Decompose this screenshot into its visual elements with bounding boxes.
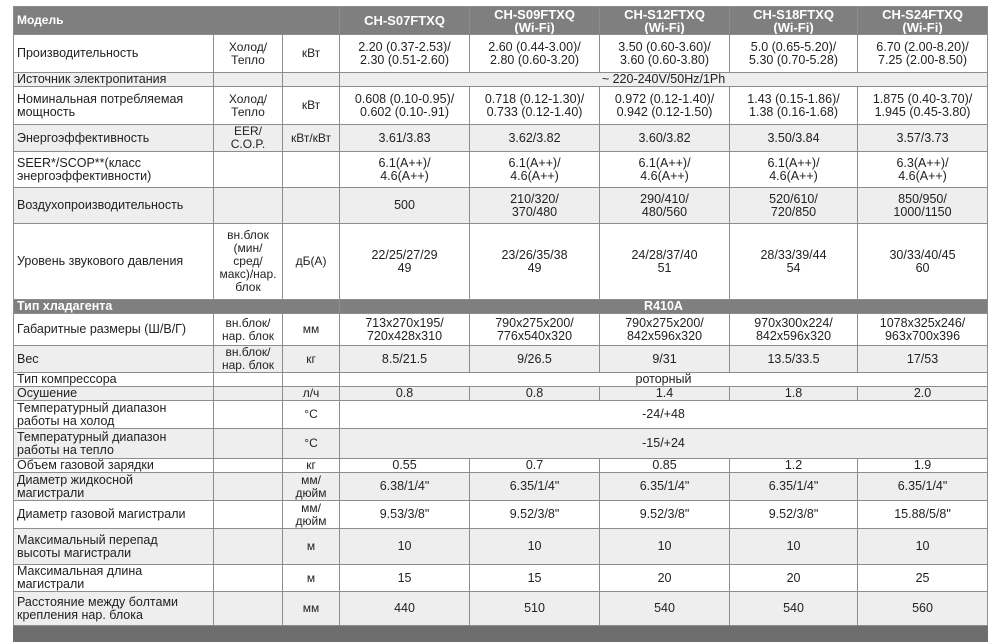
value-cell: 15 — [340, 565, 470, 592]
value-cell: 6.1(A++)/ 4.6(A++) — [340, 152, 470, 188]
row-sublabel: вн.блок/ нар. блок — [214, 314, 283, 346]
value-cell: 1.4 — [600, 387, 730, 401]
table-row — [14, 188, 988, 224]
row-sublabel — [214, 401, 283, 429]
value-cell: 10 — [600, 529, 730, 565]
row-unit: кг — [283, 346, 340, 373]
row-sublabel: вн.блок (мин/ сред/ макс)/нар. блок — [214, 224, 283, 300]
value-cell: 6.1(A++)/ 4.6(A++) — [600, 152, 730, 188]
value-cell: 3.62/3.82 — [470, 125, 600, 152]
row-sublabel — [214, 373, 283, 387]
table-row — [14, 314, 988, 346]
value-cell: 10 — [858, 529, 988, 565]
value-cell: 9/31 — [600, 346, 730, 373]
value-cell: 0.972 (0.12-1.40)/ 0.942 (0.12-1.50) — [600, 87, 730, 125]
row-unit: мм/ дюйм — [283, 473, 340, 501]
table-row — [14, 387, 988, 401]
row-unit — [283, 152, 340, 188]
row-unit — [283, 373, 340, 387]
value-cell: 440 — [340, 592, 470, 626]
row-unit: кВт — [283, 87, 340, 125]
value-cell: 20 — [600, 565, 730, 592]
row-sublabel — [214, 429, 283, 459]
row-sublabel — [214, 459, 283, 473]
row-label: Тип хладагента — [14, 300, 340, 314]
model-name-1: CH-S07FTXQ — [340, 7, 470, 35]
row-unit: л/ч — [283, 387, 340, 401]
merged-value: ~ 220-240V/50Hz/1Ph — [340, 73, 988, 87]
value-cell: 1.2 — [730, 459, 858, 473]
value-cell: 540 — [600, 592, 730, 626]
row-label: Температурный диапазон работы на холод — [14, 401, 214, 429]
row-label: SEER*/SCOP**(класс энергоэффективности) — [14, 152, 214, 188]
row-unit: мм — [283, 314, 340, 346]
value-cell: 9.53/3/8" — [340, 501, 470, 529]
row-unit: кг — [283, 459, 340, 473]
row-label: Тип компрессора — [14, 373, 214, 387]
table-row — [14, 501, 988, 529]
table-row — [14, 565, 988, 592]
row-sublabel — [214, 501, 283, 529]
table-row — [14, 401, 988, 429]
value-cell: 6.38/1/4" — [340, 473, 470, 501]
value-cell: 713x270x195/ 720x428x310 — [340, 314, 470, 346]
value-cell: 3.50/3.84 — [730, 125, 858, 152]
row-unit: дБ(А) — [283, 224, 340, 300]
row-unit: м — [283, 529, 340, 565]
row-unit: °C — [283, 429, 340, 459]
value-cell: 0.608 (0.10-0.95)/ 0.602 (0.10-.91) — [340, 87, 470, 125]
table-row — [14, 152, 988, 188]
row-label: Энергоэффективность — [14, 125, 214, 152]
row-label: Источник электропитания — [14, 73, 214, 87]
value-cell: 2.60 (0.44-3.00)/ 2.80 (0.60-3.20) — [470, 35, 600, 73]
value-cell: 0.8 — [470, 387, 600, 401]
merged-value: роторный — [340, 373, 988, 387]
model-name-4: CH-S18FTXQ (Wi-Fi) — [730, 7, 858, 35]
row-unit: мм — [283, 592, 340, 626]
specifications-table — [13, 6, 988, 642]
table-row — [14, 429, 988, 459]
row-sublabel — [214, 473, 283, 501]
value-cell: 13.5/33.5 — [730, 346, 858, 373]
value-cell: 0.8 — [340, 387, 470, 401]
value-cell: 2.20 (0.37-2.53)/ 2.30 (0.51-2.60) — [340, 35, 470, 73]
value-cell: 560 — [858, 592, 988, 626]
row-sublabel: вн.блок/ нар. блок — [214, 346, 283, 373]
value-cell: 10 — [730, 529, 858, 565]
row-sublabel: Холод/ Тепло — [214, 35, 283, 73]
table-row — [14, 459, 988, 473]
value-cell: 6.35/1/4" — [858, 473, 988, 501]
row-label: Номинальная потребляемая мощность — [14, 87, 214, 125]
row-sublabel — [214, 529, 283, 565]
value-cell: 1078x325x246/ 963x700x396 — [858, 314, 988, 346]
row-label: Температурный диапазон работы на тепло — [14, 429, 214, 459]
table-row — [14, 346, 988, 373]
value-cell: 0.55 — [340, 459, 470, 473]
value-cell: 3.60/3.82 — [600, 125, 730, 152]
value-cell: 6.1(A++)/ 4.6(A++) — [470, 152, 600, 188]
table-row — [14, 125, 988, 152]
value-cell: 790x275x200/ 842x596x320 — [600, 314, 730, 346]
value-cell: 17/53 — [858, 346, 988, 373]
value-cell: 790x275x200/ 776x540x320 — [470, 314, 600, 346]
row-label: Осушение — [14, 387, 214, 401]
row-label: Максимальная длина магистрали — [14, 565, 214, 592]
merged-value: -24/+48 — [340, 401, 988, 429]
table-row — [14, 35, 988, 73]
header-label: Модель — [14, 7, 340, 35]
value-cell: 2.0 — [858, 387, 988, 401]
model-name-2: CH-S09FTXQ (Wi-Fi) — [470, 7, 600, 35]
row-unit: мм/ дюйм — [283, 501, 340, 529]
value-cell: 500 — [340, 188, 470, 224]
value-cell: 1.43 (0.15-1.86)/ 1.38 (0.16-1.68) — [730, 87, 858, 125]
value-cell: 23/26/35/38 49 — [470, 224, 600, 300]
value-cell: 6.1(A++)/ 4.6(A++) — [730, 152, 858, 188]
value-cell: 210/320/ 370/480 — [470, 188, 600, 224]
table-row — [14, 529, 988, 565]
row-label: Воздухопроизводительность — [14, 188, 214, 224]
value-cell: 6.35/1/4" — [470, 473, 600, 501]
value-cell: 9.52/3/8" — [470, 501, 600, 529]
header-row — [14, 7, 988, 35]
value-cell: 30/33/40/45 60 — [858, 224, 988, 300]
value-cell: 1.875 (0.40-3.70)/ 1.945 (0.45-3.80) — [858, 87, 988, 125]
row-unit: кВт — [283, 35, 340, 73]
value-cell: 6.70 (2.00-8.20)/ 7.25 (2.00-8.50) — [858, 35, 988, 73]
value-cell: 540 — [730, 592, 858, 626]
value-cell: 15 — [470, 565, 600, 592]
merged-value: -15/+24 — [340, 429, 988, 459]
value-cell: 20 — [730, 565, 858, 592]
table-row — [14, 373, 988, 387]
table-row — [14, 592, 988, 626]
value-cell: 8.5/21.5 — [340, 346, 470, 373]
value-cell: 3.57/3.73 — [858, 125, 988, 152]
row-sublabel: EER/ C.O.P. — [214, 125, 283, 152]
model-name-3: CH-S12FTXQ (Wi-Fi) — [600, 7, 730, 35]
value-cell: 1.8 — [730, 387, 858, 401]
row-label: Уровень звукового давления — [14, 224, 214, 300]
row-unit — [283, 188, 340, 224]
row-sublabel — [214, 73, 283, 87]
table-row — [14, 73, 988, 87]
value-cell: 5.0 (0.65-5.20)/ 5.30 (0.70-5.28) — [730, 35, 858, 73]
value-cell: 6.3(A++)/ 4.6(A++) — [858, 152, 988, 188]
value-cell: 22/25/27/29 49 — [340, 224, 470, 300]
value-cell: 25 — [858, 565, 988, 592]
row-label: Производительность — [14, 35, 214, 73]
value-cell: 3.50 (0.60-3.60)/ 3.60 (0.60-3.80) — [600, 35, 730, 73]
merged-value: R410A — [340, 300, 988, 314]
row-label: Максимальный перепад высоты магистрали — [14, 529, 214, 565]
value-cell: 1.9 — [858, 459, 988, 473]
value-cell: 510 — [470, 592, 600, 626]
footer-band — [14, 626, 988, 642]
row-sublabel — [214, 152, 283, 188]
value-cell: 3.61/3.83 — [340, 125, 470, 152]
model-name-5: CH-S24FTXQ (Wi-Fi) — [858, 7, 988, 35]
value-cell: 0.7 — [470, 459, 600, 473]
value-cell: 10 — [340, 529, 470, 565]
table-row — [14, 473, 988, 501]
table-row — [14, 300, 988, 314]
row-label: Расстояние между болтами крепления нар. блока — [14, 592, 214, 626]
value-cell: 24/28/37/40 51 — [600, 224, 730, 300]
value-cell: 290/410/ 480/560 — [600, 188, 730, 224]
row-unit: м — [283, 565, 340, 592]
value-cell: 850/950/ 1000/1150 — [858, 188, 988, 224]
row-unit: кВт/кВт — [283, 125, 340, 152]
row-sublabel — [214, 387, 283, 401]
value-cell: 9.52/3/8" — [730, 501, 858, 529]
value-cell: 9/26.5 — [470, 346, 600, 373]
table-row — [14, 224, 988, 300]
value-cell: 970x300x224/ 842x596x320 — [730, 314, 858, 346]
footer-band-cell — [14, 626, 988, 642]
row-sublabel — [214, 565, 283, 592]
row-sublabel — [214, 592, 283, 626]
row-label: Диаметр газовой магистрали — [14, 501, 214, 529]
row-sublabel — [214, 188, 283, 224]
value-cell: 6.35/1/4" — [730, 473, 858, 501]
value-cell: 28/33/39/44 54 — [730, 224, 858, 300]
row-label: Габаритные размеры (Ш/В/Г) — [14, 314, 214, 346]
row-unit: °C — [283, 401, 340, 429]
value-cell: 6.35/1/4" — [600, 473, 730, 501]
row-label: Объем газовой зарядки — [14, 459, 214, 473]
value-cell: 520/610/ 720/850 — [730, 188, 858, 224]
value-cell: 0.718 (0.12-1.30)/ 0.733 (0.12-1.40) — [470, 87, 600, 125]
value-cell: 9.52/3/8" — [600, 501, 730, 529]
value-cell: 15.88/5/8" — [858, 501, 988, 529]
row-label: Вес — [14, 346, 214, 373]
table-row — [14, 87, 988, 125]
row-label: Диаметр жидкосной магистрали — [14, 473, 214, 501]
row-unit — [283, 73, 340, 87]
row-sublabel: Холод/ Тепло — [214, 87, 283, 125]
value-cell: 10 — [470, 529, 600, 565]
value-cell: 0.85 — [600, 459, 730, 473]
